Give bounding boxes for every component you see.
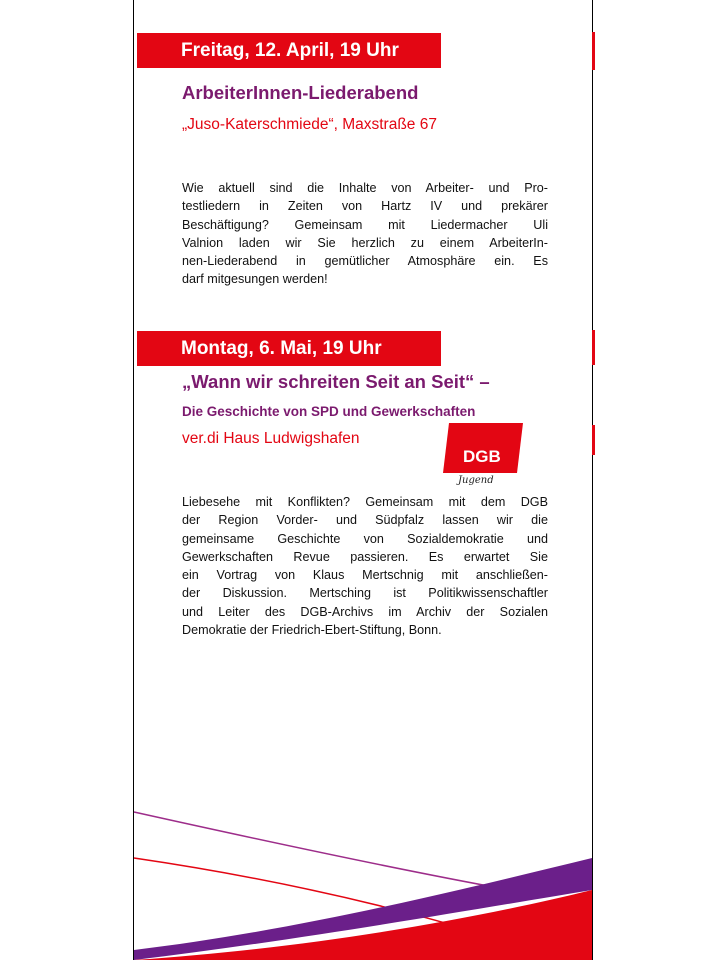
- event-title: „Wann wir schreiten Seit an Seit“ –: [182, 371, 490, 392]
- edge-marker: [592, 32, 595, 70]
- text-line: Beschäftigung? Gemeinsam mit Liedermacher Uli: [182, 217, 548, 232]
- text-line: Liebesehe mit Konflikten? Gemeinsam mit dem DGB: [182, 495, 548, 509]
- text-line: gemeinsame Geschichte von Sozialdemokratie und: [182, 531, 548, 546]
- event-date-bar: Montag, 6. Mai, 19 Uhr: [137, 331, 441, 366]
- text-line: Demokratie der Friedrich-Ebert-Stiftung, Bonn.: [182, 623, 442, 638]
- event-subtitle: Die Geschichte von SPD und Gewerkschaften: [182, 404, 476, 419]
- event-location: ver.di Haus Ludwigshafen: [182, 430, 360, 447]
- text-line: darf mitgesungen werden!: [182, 272, 328, 287]
- text-line: Wie aktuell sind die Inhalte von Arbeiter- und Pro-: [182, 181, 548, 195]
- text-line: und Leiter des DGB-Archivs im Archiv der Sozialen: [182, 604, 548, 619]
- text-line: der Diskussion. Mertsching ist Politikwissenschaftler: [182, 586, 548, 601]
- text-line: der Region Vorder- und Südpfalz lassen wir die: [182, 513, 548, 528]
- event-title: ArbeiterInnen-Liederabend: [182, 82, 419, 103]
- text-line: testliedern in Zeiten von Hartz IV und prekärer: [182, 199, 548, 214]
- event-description: [182, 493, 548, 639]
- event-date-bar: Freitag, 12. April, 19 Uhr: [137, 33, 441, 68]
- edge-marker: [592, 330, 595, 365]
- text-line: ein Vortrag von Klaus Mertschnig mit anschließen-: [182, 568, 548, 583]
- event-location: „Juso-Katerschmiede“, Maxstraße 67: [182, 116, 437, 133]
- text-line: nen-Liederabend in gemütlicher Atmosphäre ein. Es: [182, 254, 548, 269]
- text-line: Valnion laden wir Sie herzlich zu einem ArbeiterIn-: [182, 235, 548, 250]
- decorative-swoosh: [0, 780, 720, 960]
- edge-marker: [592, 425, 595, 455]
- logo-text: DGB: [463, 447, 501, 466]
- logo-script: Jugend: [458, 475, 494, 486]
- text-line: Gewerkschaften Revue passieren. Es erwartet Sie: [182, 549, 548, 564]
- event-description: [182, 179, 548, 289]
- dgb-jugend-logo: [443, 423, 523, 491]
